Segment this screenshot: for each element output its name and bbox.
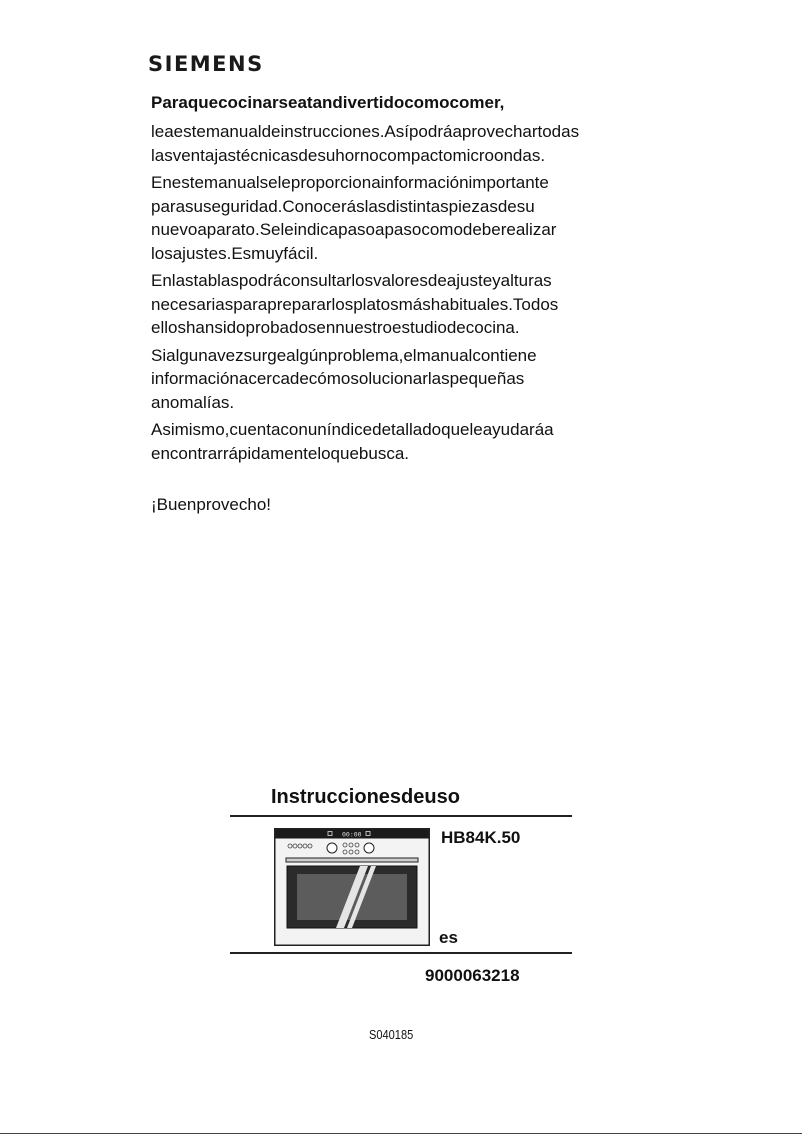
intro-paragraph-5: Asimismo,cuentaconuníndicedetalladoqueleayudaráa encontrarrápidamenteloquebusca. — [151, 420, 554, 463]
title-rule-top — [230, 815, 572, 817]
intro-text — [151, 92, 631, 469]
intro-paragraph-1: leaestemanualdeinstrucciones.Asípodráaprovechartodas lasventajastécnicasdesuhornocompactomicroondas. — [151, 122, 580, 165]
siemens-logo: SIEMENS — [148, 52, 264, 76]
oven-knob-left — [327, 843, 337, 853]
page-bottom-rule — [0, 1133, 802, 1134]
language-code: es — [439, 928, 458, 947]
print-code: S040185 — [369, 1027, 414, 1042]
intro-paragraph-2: Enestemanualseleproporcionainformaciónimportante parasuseguridad.Conoceráslasdistintaspiezasdesu nuevoaparato.Seleindicapasoapasocomodeberealizar losajustes.Esmuyfácil. — [151, 173, 557, 263]
document-title: Instruccionesdeuso — [271, 786, 460, 808]
part-number: 9000063218 — [425, 966, 520, 985]
oven-display-text: 00:00 — [342, 830, 362, 839]
closing-greeting: ¡Buenprovecho! — [151, 495, 272, 514]
intro-paragraph-4: Sialgunavezsurgealgúnproblema,elmanualcontiene informaciónacercadecómosolucionarlaspequeñas anomalías. — [151, 345, 537, 412]
title-rule-bottom — [230, 952, 572, 954]
oven-illustration — [274, 828, 430, 946]
intro-paragraph-3: Enlastablaspodráconsultarlosvaloresdeajusteyalturas necesariasparaprepararlosplatosmáshabituales.Todos elloshansidoprobadosennuestroestudiodecocina. — [151, 271, 559, 337]
model-number: HB84K.50 — [441, 828, 521, 847]
oven-knob-right — [364, 843, 374, 853]
intro-lead: Paraquecocinarseatandivertidocomocomer, — [151, 93, 505, 112]
